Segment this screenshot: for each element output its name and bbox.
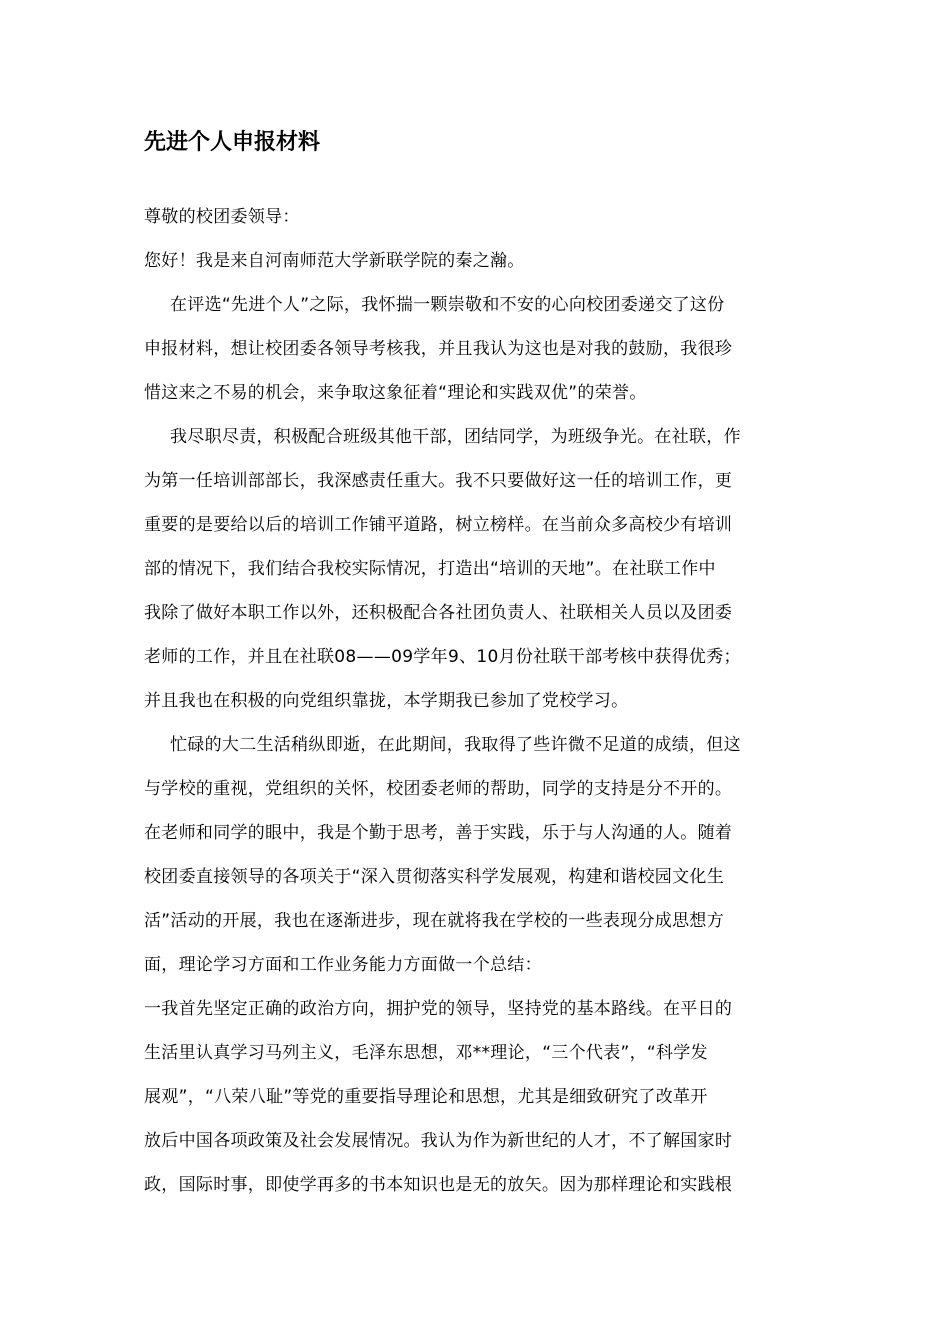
text-line: 我尽职尽责，积极配合班级其他干部，团结同学，为班级争光。在社联，作 [170,427,741,447]
text-line: 校团委直接领导的各项关于“深入贯彻落实科学发展观，构建和谐校园文化生 [144,867,725,887]
text-line: 忙碌的大二生活稍纵即逝，在此期间，我取得了些许微不足道的成绩，但这 [170,735,741,755]
text-line: 面，理论学习方面和工作业务能力方面做一个总结： [144,955,542,975]
text-line: 尊敬的校团委领导： [144,207,300,227]
text-line: 部的情况下，我们结合我校实际情况，打造出“培训的天地”。在社联工作中 [144,559,716,579]
document-body [144,198,810,1210]
text-line: 您好！我是来自河南师范大学新联学院的秦之瀚。 [144,251,525,271]
text-line: 申报材料，想让校团委各领导考核我，并且我认为这也是对我的鼓励，我很珍 [144,339,733,359]
text-line: 活”活动的开展，我也在逐渐进步，现在就将我在学校的一些表现分成思想方 [144,911,725,931]
text-line: 与学校的重视，党组织的关怀，校团委老师的帮助，同学的支持是分不开的。 [144,779,733,799]
text-line: 在评选“先进个人”之际，我怀揣一颗崇敬和不安的心向校团委递交了这份 [170,295,725,315]
text-line: 生活里认真学习马列主义，毛泽东思想，邓**理论，“三个代表”，“科学发 [144,1043,708,1063]
text-line: 我除了做好本职工作以外，还积极配合各社团负责人、社联相关人员以及团委 [144,603,733,623]
text-line: 惜这来之不易的机会，来争取这象征着“理论和实践双优”的荣誉。 [144,383,647,403]
text-line: 一我首先坚定正确的政治方向，拥护党的领导，坚持党的基本路线。在平日的 [144,999,733,1019]
text-line: 放后中国各项政策及社会发展情况。我认为作为新世纪的人才，不了解国家时 [144,1131,733,1151]
text-line: 为第一任培训部部长，我深感责任重大。我不只要做好这一任的培训工作，更 [144,471,733,491]
text-line: 在老师和同学的眼中，我是个勤于思考，善于实践，乐于与人沟通的人。随着 [144,823,733,843]
text-line: 重要的是要给以后的培训工作铺平道路，树立榜样。在当前众多高校少有培训 [144,515,733,535]
text-line: 老师的工作，并且在社联08——09学年9、10月份社联干部考核中获得优秀； [144,647,741,667]
text-line: 政，国际时事，即使学再多的书本知识也是无的放矢。因为那样理论和实践根 [144,1175,733,1195]
text-line: 展观”，“八荣八耻”等党的重要指导理论和思想，尤其是细致研究了改革开 [144,1087,708,1107]
document-title: 先进个人申报材料 [144,130,321,155]
text-line: 并且我也在积极的向党组织靠拢，本学期我已参加了党校学习。 [144,691,629,711]
